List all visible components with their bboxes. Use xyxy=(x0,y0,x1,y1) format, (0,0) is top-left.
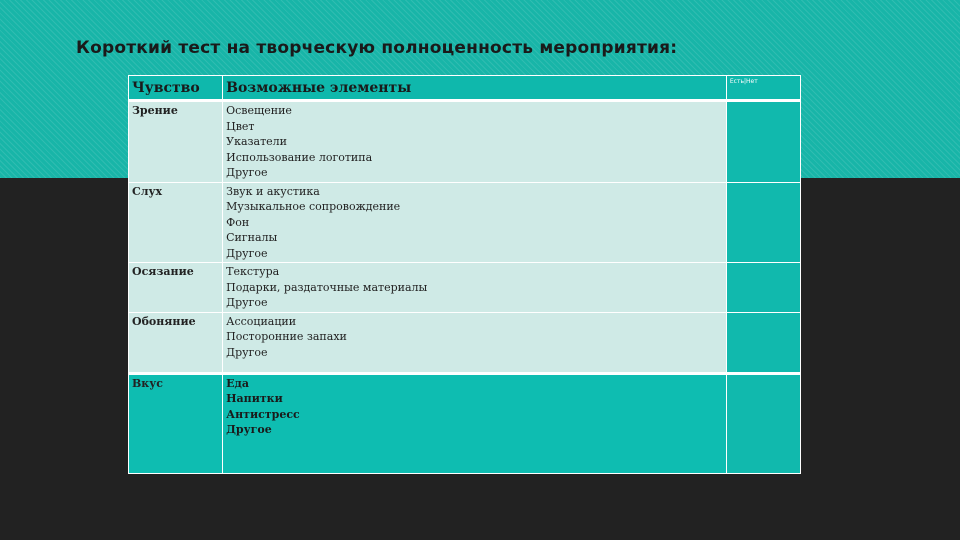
element-item: Другое xyxy=(226,423,272,436)
sense-cell: Зрение xyxy=(129,101,223,183)
element-item: Звук и акустика xyxy=(226,184,320,198)
table-row xyxy=(129,373,801,473)
table-row xyxy=(129,182,801,263)
elements-cell xyxy=(223,312,727,373)
element-item: Другое xyxy=(226,246,268,260)
element-item: Освещение xyxy=(226,104,292,117)
check-cell[interactable] xyxy=(726,373,800,473)
element-item: Другое xyxy=(226,166,268,179)
element-item: Указатели xyxy=(226,135,287,148)
element-item: Фон xyxy=(226,215,250,229)
elements-cell xyxy=(223,373,727,473)
element-item: Еда xyxy=(226,376,249,390)
element-item: Текстура xyxy=(226,265,280,278)
elements-cell xyxy=(223,101,727,183)
slide-title: Короткий тест на творческую полноценность мероприятия: xyxy=(76,38,678,58)
elements-cell xyxy=(223,182,727,263)
element-item: Антистресс xyxy=(226,407,300,421)
element-item: Напитки xyxy=(226,392,283,405)
header-sense: Чувство xyxy=(129,76,223,101)
element-item: Посторонние запахи xyxy=(226,330,347,343)
element-item: Сигналы xyxy=(226,231,278,244)
header-yes-no: Есть|Нет xyxy=(726,76,800,101)
sense-cell: Вкус xyxy=(129,373,223,473)
check-cell[interactable] xyxy=(726,101,800,183)
table-row xyxy=(129,101,801,183)
senses-table xyxy=(128,75,801,474)
element-item: Музыкальное сопровождение xyxy=(226,200,401,213)
check-cell[interactable] xyxy=(726,312,800,373)
check-cell[interactable] xyxy=(726,263,800,313)
table-row xyxy=(129,263,801,313)
element-item: Подарки, раздаточные материалы xyxy=(226,280,428,294)
element-item: Использование логотипа xyxy=(226,150,373,164)
check-cell[interactable] xyxy=(726,182,800,263)
element-item: Другое xyxy=(226,296,268,309)
sense-cell: Осязание xyxy=(129,263,223,313)
sense-cell: Слух xyxy=(129,182,223,263)
element-item: Ассоциации xyxy=(226,314,297,328)
header-elements: Возможные элементы xyxy=(223,76,727,101)
table-header-row xyxy=(129,76,801,101)
sense-cell: Обоняние xyxy=(129,312,223,373)
table-row xyxy=(129,312,801,373)
elements-cell xyxy=(223,263,727,313)
element-item: Другое xyxy=(226,345,268,359)
element-item: Цвет xyxy=(226,119,255,133)
